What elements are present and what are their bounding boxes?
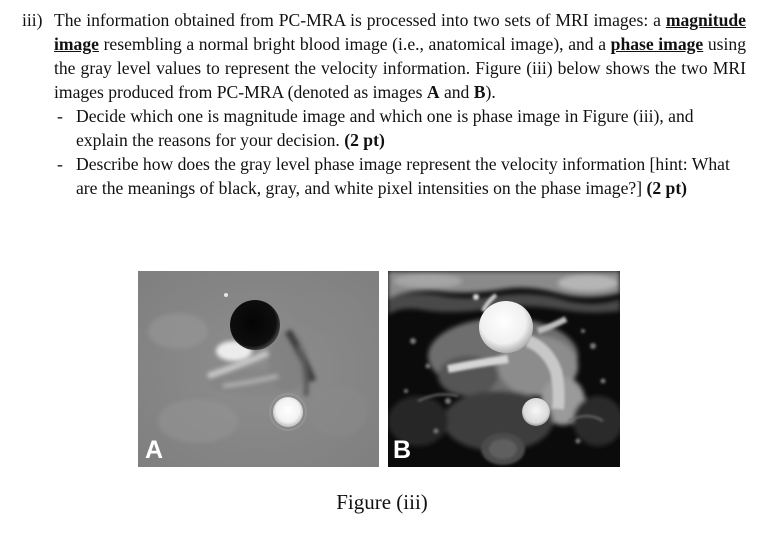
question-paragraph — [54, 8, 746, 104]
mri-image-a — [138, 271, 379, 467]
paragraph-text-2: resembling a normal bright blood image (i.e., anatomical image), and a — [103, 34, 607, 54]
sub-question-2-text: Describe how does the gray level phase image represent the velocity information [hint: What are the meanings of black, gray, and white pixel intensities on the phase image?] — [76, 154, 730, 198]
sub-questions — [22, 104, 746, 200]
image-a-label: A — [426, 82, 440, 102]
paragraph-text-3: using the gray level values to represent the velocity information. Figure (iii) below shows the two MRI images produced from PC-MRA (denoted as images — [54, 34, 747, 102]
question-iii — [22, 8, 746, 200]
sub-question-2 — [54, 152, 746, 200]
paragraph-text-1: The information obtained from PC-MRA is processed into two sets of MRI images: a — [54, 10, 661, 30]
panel-a-label: A — [145, 436, 164, 464]
image-b-label: B — [473, 82, 486, 102]
phase-image-panel-a — [138, 271, 379, 467]
sub-question-1-text: Decide which one is magnitude image and which one is phase image in Figure (iii), and explain the reasons for your decision. — [76, 106, 694, 150]
bullet-dash: - — [57, 106, 63, 126]
panel-b-label: B — [393, 436, 412, 464]
question-number: iii) — [22, 10, 43, 30]
and-text: and — [443, 82, 470, 102]
magnitude-image-panel-b — [388, 271, 620, 467]
magnitude-image-term: magnitude image — [54, 10, 746, 54]
sub-question-2-points: (2 pt) — [646, 178, 688, 198]
paragraph-end: ). — [485, 82, 496, 102]
mri-image-b — [388, 271, 620, 467]
bullet-dash: - — [57, 154, 63, 174]
figure-caption: Figure (iii) — [336, 490, 428, 514]
phase-image-term: phase image — [610, 34, 704, 54]
sub-question-1 — [54, 104, 746, 152]
sub-question-1-points: (2 pt) — [344, 130, 385, 150]
